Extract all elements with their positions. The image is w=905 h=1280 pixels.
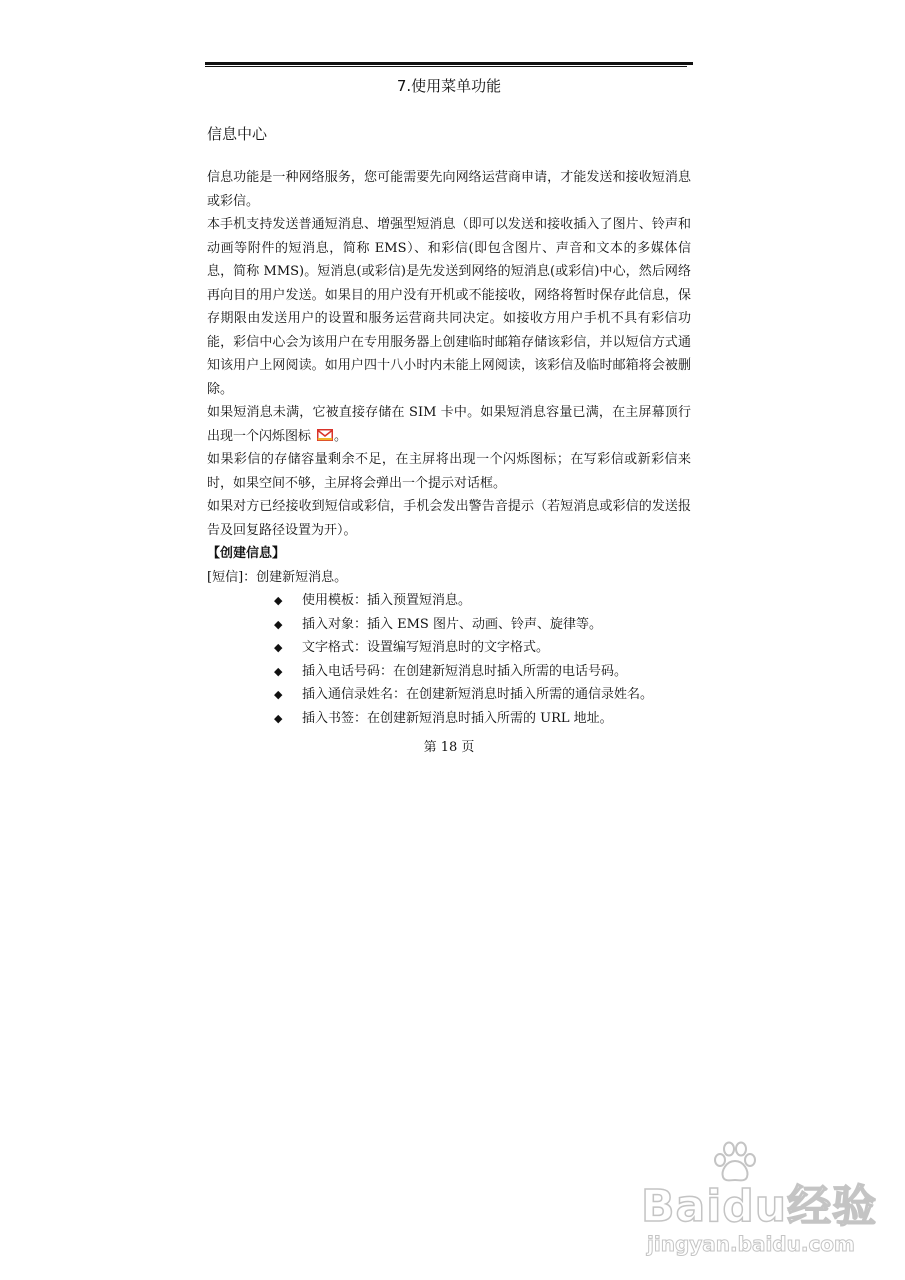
- header-rule-thin: [205, 66, 687, 67]
- list-item-text: 文字格式：设置编写短消息时的文字格式。: [302, 640, 550, 655]
- baidu-jingyan-watermark: [641, 1140, 891, 1270]
- paragraph-sms-full-text: 如果短消息未满，它被直接存储在 SIM 卡中。如果短消息容量已满，在主屏幕顶行出现一个闪烁图标: [207, 405, 691, 444]
- watermark-url: jingyan.baidu.com: [647, 1232, 855, 1256]
- list-item-text: 使用模板：插入预置短消息。: [302, 593, 472, 608]
- diamond-bullet-icon: ◆: [274, 617, 283, 631]
- list-item-text: 插入书签：在创建新短消息时插入所需的 URL 地址。: [302, 710, 613, 726]
- create-message-heading: 【创建信息】: [207, 546, 286, 561]
- diamond-bullet-icon: ◆: [274, 641, 283, 654]
- message-full-envelope-icon: [317, 429, 333, 441]
- diamond-bullet-icon: ◆: [274, 664, 283, 678]
- body-text: [207, 166, 691, 730]
- paragraph-mms-storage: 如果彩信的存储容量剩余不足，在主屏将出现一个闪烁图标；在写彩信或新彩信来时，如果空间不够，主屏将会弹出一个提示对话框。: [207, 452, 691, 491]
- header-rule-thick: [205, 62, 693, 65]
- list-item-text: 插入对象：插入 EMS 图片、动画、铃声、旋律等。: [302, 616, 602, 632]
- list-item: [274, 683, 691, 707]
- section-heading: 信息中心: [207, 125, 268, 143]
- paragraph-service-intro: 信息功能是一种网络服务，您可能需要先向网络运营商申请，才能发送和接收短消息或彩信。: [207, 170, 691, 209]
- diamond-bullet-icon: ◆: [274, 711, 283, 725]
- list-item-text: 插入电话号码：在创建新短消息时插入所需的电话号码。: [302, 663, 628, 679]
- paragraph-sms-full: [207, 401, 691, 448]
- list-item-text: 插入通信录姓名：在创建新短消息时插入所需的通信录姓名。: [302, 687, 654, 702]
- paragraph-delivery-report: 如果对方已经接收到短信或彩信，手机会发出警告音提示（若短消息或彩信的发送报告及回复路径设置为开）。: [207, 499, 691, 538]
- watermark-brand: Baidu经验: [641, 1181, 878, 1232]
- diamond-bullet-icon: ◆: [274, 688, 283, 701]
- sms-create-line: [短信]：创建新短消息。: [207, 569, 348, 585]
- list-item: [274, 707, 691, 731]
- chapter-title: 7.使用菜单功能: [396, 77, 502, 95]
- list-item: [274, 636, 691, 660]
- list-item: [274, 660, 691, 684]
- diamond-bullet-icon: ◆: [274, 594, 283, 607]
- page-number: 第 18 页: [423, 740, 475, 755]
- paragraph-sms-full-end: 。: [334, 428, 348, 444]
- create-options-list: [207, 589, 691, 730]
- list-item: [274, 613, 691, 637]
- paragraph-sms-mms-overview: 本手机支持发送普通短消息、增强型短消息（即可以发送和接收插入了图片、铃声和动画等附件的短消息，简称 EMS）、和彩信(即包含图片、声音和文本的多媒体信息，简称 MMS)。短消息(或彩信)是先发送到网络的短消息(或彩信)中心，然后网络再向目的用户发送。如果目的用户没有开机或不能接收，网络将暂时保存此信息，保存期限由发送用户的设置和服务运营商共同决定。如接收方用户手机不具有彩信功能，彩信中心会为该用户在专用服务器上创建临时邮箱存储该彩信，并以短信方式通知该用户上网阅读。如用户四十八小时内未能上网阅读，该彩信及临时邮箱将会被删除。: [207, 217, 691, 397]
- list-item: [274, 589, 691, 613]
